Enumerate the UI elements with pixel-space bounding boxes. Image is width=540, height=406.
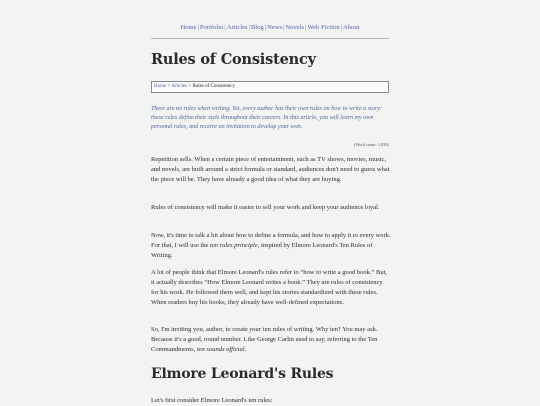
section-heading: Elmore Leonard's Rules xyxy=(151,366,334,382)
emphasis-text: ten sounds official xyxy=(196,346,245,353)
paragraph-text: ten rules of writing. Why ten? You may ask. Because it's a good, round number. Like George Carlin used to say, referring to the Ten Commandments, xyxy=(151,326,378,353)
breadcrumb xyxy=(151,81,389,93)
nav-separator: | xyxy=(248,24,250,31)
emphasis-text: ten rules principle xyxy=(210,242,258,249)
nav-news[interactable]: News xyxy=(267,24,283,31)
breadcrumb-articles[interactable]: Articles xyxy=(171,84,188,89)
top-nav xyxy=(0,24,540,31)
word-count: (Word count: 1,838) xyxy=(354,142,389,147)
paragraph: Rules of consistency will make it easier to sell your work and keep your audience loyal. xyxy=(151,204,380,211)
paragraph: Repetition sells. When a certain piece of entertainment, such as TV shows, movies, music, and novels, are built around a strict formula or standard, audiences don't need to guess what the piece will be. They have already a good idea of what they are buying. xyxy=(151,156,390,183)
header-divider xyxy=(151,38,389,39)
nav-web-fiction[interactable]: Web Fiction xyxy=(307,24,340,31)
breadcrumb-separator: > xyxy=(167,84,171,89)
nav-about[interactable]: About xyxy=(343,24,360,31)
nav-separator: | xyxy=(224,24,226,31)
emphasis-text: your xyxy=(249,326,262,333)
nav-articles[interactable]: Articles xyxy=(226,24,248,31)
nav-separator: | xyxy=(264,24,267,31)
paragraph: Let's first consider Elmore Leonard's ten rules: xyxy=(151,397,273,404)
breadcrumb-current: Rules of Consistency xyxy=(192,84,235,89)
nav-portfolio[interactable]: Portfolio xyxy=(199,24,224,31)
nav-novels[interactable]: Novels xyxy=(285,24,305,31)
paragraph: A lot of people think that Elmore Leonard's rules refer to “how to write a good book.” But, it actually describes “How Elmore Leonard writes a book.” They are rules of consistency for his work. He followed them well, and kept his stories standardized with these rules. When readers buy his books, they already have well-defined expectations. xyxy=(151,269,388,306)
breadcrumb-separator: > xyxy=(188,84,192,89)
paragraph xyxy=(151,325,391,355)
page-title: Rules of Consistency xyxy=(151,51,316,68)
paragraph-text: Now, it's time to talk a bit about xyxy=(151,232,236,239)
nav-separator: | xyxy=(197,24,199,31)
paragraph xyxy=(151,231,391,261)
nav-blog[interactable]: Blog xyxy=(250,24,264,31)
nav-separator: | xyxy=(283,24,285,31)
nav-home[interactable]: Home xyxy=(180,24,197,31)
article-lead: There are no rules when writing. Yet, every author has their own rules on how to write a story: these rules define their style throughout their careers. In this article, you will learn my own personal rules, and receive an invitation to develop your own. xyxy=(151,106,382,131)
paragraph-text: to define a formula, and how to apply it to every work. For that, I will use the xyxy=(151,232,391,249)
nav-separator: | xyxy=(305,24,307,31)
paragraph-text: So, I'm inviting you, author, to create xyxy=(151,326,250,333)
breadcrumb-home[interactable]: Home xyxy=(154,84,167,89)
paragraph-text: , inspired by Elmore Leonard's Ten Rules of Writing. xyxy=(151,242,373,259)
paragraph-text: . xyxy=(244,346,247,353)
emphasis-text: how xyxy=(235,232,247,239)
nav-separator: | xyxy=(340,24,343,31)
